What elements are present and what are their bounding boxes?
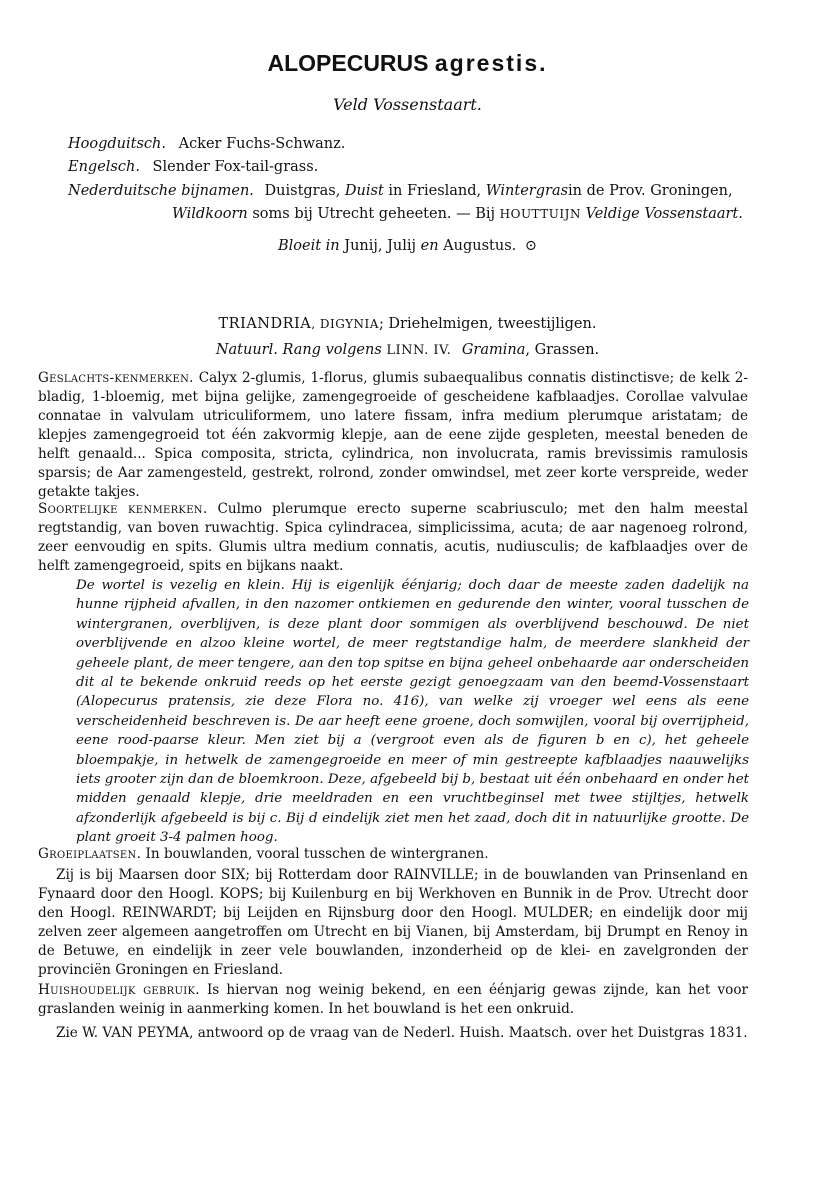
flowering-label: Bloeit in <box>277 238 340 254</box>
annual-symbol-icon: ⊙ <box>524 238 538 254</box>
dutch-names-line-2 <box>172 206 743 222</box>
dutch-name-groningen: in de Prov. Groningen, <box>568 183 733 199</box>
dutch-name-utrecht: soms bij Utrecht geheeten. — Bij <box>252 206 496 222</box>
habitat-localities-text: Zij is bij Maarsen door SIX; bij Rotterdam door RAINVILLE; in de bouwlanden van Prinsenland en Fynaard door den Hoogl. KOPS; bij Kuilenburg en bij Werkhoven en Bunnik in de Prov. Utrecht door den Hoogl. REINWARDT; bij Leijden en Rijnsburg door den Hoogl. MULDER; en eindelijk door mij zelven zeer algemeen aangetroffen om Utrecht en bij Vianen, bij Amsterdam, bij Drumpt en Renoy in de Betuwe, en eindelijk in zeer vele bouwlanden, inzonderheid op de klei- en zavelgronden der provinciën Groningen en Friesland. <box>38 867 748 978</box>
flowering-months: Junij, Julij <box>344 238 417 254</box>
dutch-name-wildkoorn: Wildkoorn <box>172 206 248 222</box>
gramina: Gramina <box>461 342 526 358</box>
dutch-names-line-1 <box>68 183 733 199</box>
title-species: agrestis. <box>434 50 548 76</box>
genus-characters <box>38 369 748 502</box>
flowering-line <box>0 238 815 254</box>
species-characters <box>38 500 748 576</box>
class-dutch: ; Driehelmigen, tweestijligen. <box>378 316 597 332</box>
class-triandria: TRIANDRIA <box>218 316 312 332</box>
author-houttuijn: HOUTTUIJN <box>499 207 581 221</box>
dutch-name-duist: Duist <box>344 183 384 199</box>
species-characters-text: Culmo plerumque erecto superne scabriusculo; met den halm meestal regtstandig, van boven ruwachtig. Spica cylindracea, simplicissima, acuta; de aar nagenoeg rolrond, zeer eenvoudig en spits. Glumis ultra medium connatis, acutis, nudiusculis; de kafblaadjes over de helft zamengegroeid, spits en bijkans naakt. <box>38 501 748 574</box>
dutch-label: Nederduitsche bijnamen. <box>68 183 254 199</box>
classification-line-2 <box>0 342 815 358</box>
household-use-text: Is hiervan nog weinig bekend, en een éénjarig gewas zijnde, kan het voor graslanden weinig in aanmerking komen. In het bouwland is het een onkruid. <box>38 982 749 1017</box>
description <box>76 576 749 848</box>
english-label: Engelsch. <box>68 159 140 175</box>
species-characters-heading: Soortelijke kenmerken. <box>38 501 208 517</box>
linn-rank: LINN. IV. <box>386 343 452 358</box>
dutch-common-name: Veld Vossenstaart. <box>333 95 482 114</box>
title-genus: ALOPECURUS <box>267 50 429 76</box>
genus-characters-heading: Geslachts-kenmerken. <box>38 370 194 386</box>
dutch-name-duistgras: Duistgras, <box>264 183 341 199</box>
german-name-line <box>68 136 345 152</box>
habitat-heading-line <box>38 845 748 864</box>
grassen: , Grassen. <box>525 342 600 358</box>
reference-text: Zie W. VAN PEYMA, antwoord op de vraag van de Nederl. Huish. Maatsch. over het Duistgras 1831. <box>56 1025 748 1041</box>
natural-rank-label: Natuurl. Rang volgens <box>215 342 382 358</box>
page-title <box>0 50 815 77</box>
english-name-line <box>68 159 318 175</box>
dutch-name-friesland: in Friesland, <box>388 183 482 199</box>
habitat-text: In bouwlanden, vooral tusschen de wintergranen. <box>145 846 489 862</box>
household-use <box>38 981 748 1019</box>
dutch-name-wintergras: Wintergras <box>485 183 569 199</box>
genus-characters-text: Calyx 2-glumis, 1-florus, glumis subaequalibus connatis distinctisve; de kelk 2-bladig, 1-bloemig, met bijna gelijke, zamengegroeide of gescheidene kafblaadjes. Corollae valvulae connatae in valvulam utriculiformem, uno latere fissam, infra medium plerumque aristatam; de klepjes zamengegroeid tot één zakvormig klepje, aan de eene zijde gespleten, meestal beneden de helft genaald... Spica composita, stricta, cylindrica, non involucrata, ramis brevissimis ramulosis sparsis; de Aar zamengesteld, gestrekt, rolrond, zonder omwindsel, met zeer korte verspreide, weder getakte takjes. <box>38 370 748 500</box>
english-name: Slender Fox-tail-grass. <box>152 159 319 175</box>
description-text: De wortel is vezelig en klein. Hij is eigenlijk éénjarig; doch daar de meeste zaden dadelijk na hunne rijpheid afvallen, in den nazomer ontkiemen en gedurende den winter, vooral tusschen de wintergranen, overblijven, is deze plant door sommigen als overblijvend beschouwd. De niet overblijvende en alzoo kleine wortel, de meer regtstandige halm, de meerdere slankheid der geheele plant, de meer tengere, aan den top spitse en bijna geheel onbehaarde aar onderscheiden dit al te bekende onkruid reeds op het eerste gezigt genoegzaam van den beemd-Vossenstaart (Alopecurus pratensis, zie deze Flora no. 416), van welke zij vroeger wel eens als eene verscheidenheid beschreven is. De aar heeft eene groene, doch somwijlen, vooral bij overrijpheid, eene rood-paarse kleur. Men ziet bij a (vergroot even als de figuren b en c), het geheele bloempakje, in hetwelk de zamengegroeide en meer of min gestreepte kafblaadjes naauwelijks iets grooter zijn dan de bloemkroon. Deze, afgebeeld bij b, bestaat uit één onbehaard en onder het midden genaald klepje, drie meeldraden en een vruchtbeginsel met twee stijltjes, hetwelk afzonderlijk afgebeeld is bij c. Bij d eindelijk ziet men het zaad, doch dit in natuurlijke grootte. De plant groeit 3-4 palmen hoog. <box>76 578 749 846</box>
class-digynia: , DIGYNIA <box>311 317 379 331</box>
german-label: Hoogduitsch. <box>68 136 166 152</box>
household-use-heading: Huishoudelijk gebruik. <box>38 982 200 998</box>
german-name: Acker Fuchs-Schwanz. <box>178 136 346 152</box>
habitat-localities <box>38 866 748 980</box>
dutch-name-veldige: Veldige Vossenstaart. <box>585 206 743 222</box>
flowering-august: Augustus. <box>443 238 517 254</box>
flowering-and: en <box>420 238 439 254</box>
habitat-heading: Groeiplaatsen. <box>38 846 142 862</box>
reference <box>38 1024 748 1043</box>
classification-line-1 <box>0 316 815 332</box>
